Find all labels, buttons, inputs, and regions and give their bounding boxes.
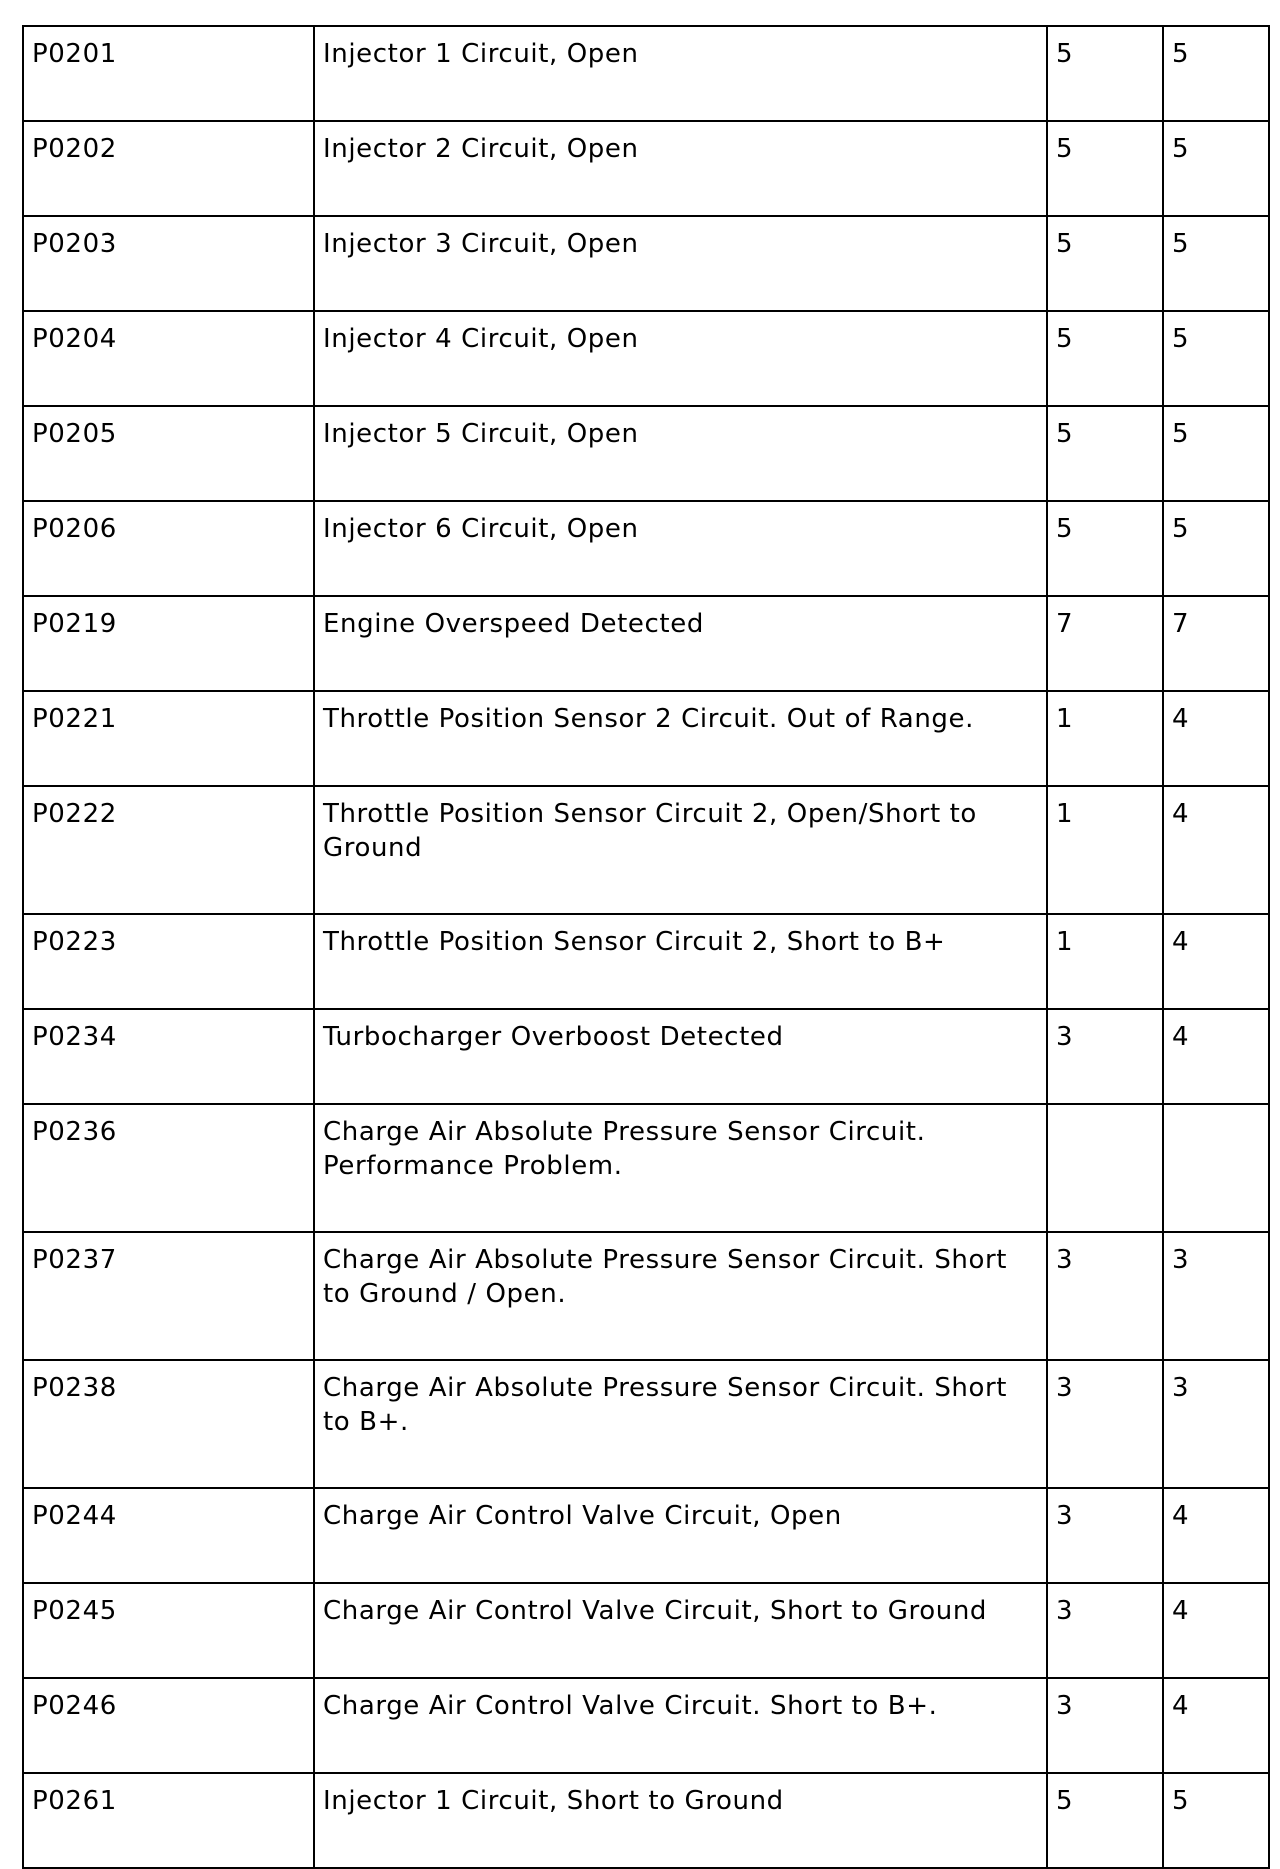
dtc-description-cell: Charge Air Absolute Pressure Sensor Circuit. Performance Problem. — [314, 1104, 1047, 1232]
dtc-value-2-cell: 5 — [1163, 26, 1269, 121]
dtc-value-1-cell: 7 — [1047, 596, 1163, 691]
dtc-value-1-cell: 1 — [1047, 914, 1163, 1009]
table-row — [23, 406, 1269, 501]
table-row — [23, 1678, 1269, 1773]
dtc-value-2-cell: 4 — [1163, 691, 1269, 786]
table-row — [23, 914, 1269, 1009]
dtc-code-cell: P0236 — [23, 1104, 314, 1232]
dtc-code-cell: P0205 — [23, 406, 314, 501]
dtc-value-2-cell: 4 — [1163, 1488, 1269, 1583]
dtc-value-1-cell: 3 — [1047, 1583, 1163, 1678]
table-row — [23, 1009, 1269, 1104]
dtc-code-cell: P0237 — [23, 1232, 314, 1360]
table-row — [23, 311, 1269, 406]
dtc-description-cell: Injector 6 Circuit, Open — [314, 501, 1047, 596]
table-row — [23, 1583, 1269, 1678]
dtc-description-cell: Charge Air Control Valve Circuit, Short to Ground — [314, 1583, 1047, 1678]
dtc-code-cell: P0223 — [23, 914, 314, 1009]
dtc-value-2-cell: 4 — [1163, 1583, 1269, 1678]
dtc-description-cell: Engine Overspeed Detected — [314, 596, 1047, 691]
dtc-description-cell: Throttle Position Sensor Circuit 2, Short to B+ — [314, 914, 1047, 1009]
dtc-code-cell: P0245 — [23, 1583, 314, 1678]
dtc-description-cell: Charge Air Absolute Pressure Sensor Circuit. Short to Ground / Open. — [314, 1232, 1047, 1360]
dtc-value-1-cell: 5 — [1047, 406, 1163, 501]
dtc-description-cell: Throttle Position Sensor 2 Circuit. Out of Range. — [314, 691, 1047, 786]
dtc-value-1-cell: 5 — [1047, 26, 1163, 121]
dtc-code-cell: P0221 — [23, 691, 314, 786]
dtc-code-cell: P0238 — [23, 1360, 314, 1488]
dtc-value-2-cell: 5 — [1163, 406, 1269, 501]
dtc-code-cell: P0261 — [23, 1773, 314, 1868]
dtc-description-cell: Charge Air Absolute Pressure Sensor Circuit. Short to B+. — [314, 1360, 1047, 1488]
dtc-code-cell: P0202 — [23, 121, 314, 216]
dtc-description-cell: Injector 1 Circuit, Open — [314, 26, 1047, 121]
dtc-code-cell: P0204 — [23, 311, 314, 406]
dtc-description-cell: Injector 4 Circuit, Open — [314, 311, 1047, 406]
dtc-description-cell: Charge Air Control Valve Circuit, Open — [314, 1488, 1047, 1583]
dtc-description-cell: Injector 2 Circuit, Open — [314, 121, 1047, 216]
dtc-value-2-cell: 4 — [1163, 1009, 1269, 1104]
dtc-table — [22, 25, 1270, 1869]
dtc-value-2-cell: 5 — [1163, 501, 1269, 596]
dtc-description-cell: Injector 3 Circuit, Open — [314, 216, 1047, 311]
dtc-table-body — [23, 26, 1269, 1868]
dtc-value-1-cell: 3 — [1047, 1360, 1163, 1488]
dtc-value-1-cell: 5 — [1047, 501, 1163, 596]
dtc-description-cell: Injector 1 Circuit, Short to Ground — [314, 1773, 1047, 1868]
table-row — [23, 1104, 1269, 1232]
table-row — [23, 1232, 1269, 1360]
dtc-value-1-cell: 3 — [1047, 1009, 1163, 1104]
dtc-description-cell: Charge Air Control Valve Circuit. Short to B+. — [314, 1678, 1047, 1773]
dtc-code-cell: P0206 — [23, 501, 314, 596]
dtc-value-2-cell: 7 — [1163, 596, 1269, 691]
dtc-value-2-cell: 5 — [1163, 216, 1269, 311]
table-row — [23, 596, 1269, 691]
dtc-code-cell: P0246 — [23, 1678, 314, 1773]
dtc-value-1-cell: 3 — [1047, 1678, 1163, 1773]
table-row — [23, 1773, 1269, 1868]
dtc-value-2-cell: 4 — [1163, 914, 1269, 1009]
dtc-value-2-cell: 5 — [1163, 1773, 1269, 1868]
dtc-value-1-cell: 5 — [1047, 121, 1163, 216]
dtc-value-2-cell: 4 — [1163, 1678, 1269, 1773]
table-row — [23, 501, 1269, 596]
table-row — [23, 1360, 1269, 1488]
table-row — [23, 691, 1269, 786]
dtc-code-cell: P0244 — [23, 1488, 314, 1583]
dtc-value-2-cell: 4 — [1163, 786, 1269, 914]
dtc-value-1-cell: 1 — [1047, 786, 1163, 914]
dtc-description-cell: Turbocharger Overboost Detected — [314, 1009, 1047, 1104]
dtc-code-cell: P0234 — [23, 1009, 314, 1104]
dtc-value-2-cell: 3 — [1163, 1360, 1269, 1488]
dtc-value-2-cell: 3 — [1163, 1232, 1269, 1360]
dtc-code-cell: P0219 — [23, 596, 314, 691]
dtc-value-2-cell: 5 — [1163, 121, 1269, 216]
dtc-value-1-cell — [1047, 1104, 1163, 1232]
dtc-code-cell: P0222 — [23, 786, 314, 914]
table-row — [23, 786, 1269, 914]
table-row — [23, 121, 1269, 216]
dtc-description-cell: Injector 5 Circuit, Open — [314, 406, 1047, 501]
dtc-value-1-cell: 1 — [1047, 691, 1163, 786]
table-row — [23, 26, 1269, 121]
dtc-value-1-cell: 5 — [1047, 216, 1163, 311]
dtc-value-1-cell: 5 — [1047, 1773, 1163, 1868]
table-row — [23, 1488, 1269, 1583]
dtc-value-2-cell: 5 — [1163, 311, 1269, 406]
dtc-value-2-cell — [1163, 1104, 1269, 1232]
dtc-value-1-cell: 5 — [1047, 311, 1163, 406]
dtc-code-cell: P0201 — [23, 26, 314, 121]
dtc-value-1-cell: 3 — [1047, 1232, 1163, 1360]
dtc-value-1-cell: 3 — [1047, 1488, 1163, 1583]
table-row — [23, 216, 1269, 311]
dtc-description-cell: Throttle Position Sensor Circuit 2, Open/Short to Ground — [314, 786, 1047, 914]
dtc-code-cell: P0203 — [23, 216, 314, 311]
